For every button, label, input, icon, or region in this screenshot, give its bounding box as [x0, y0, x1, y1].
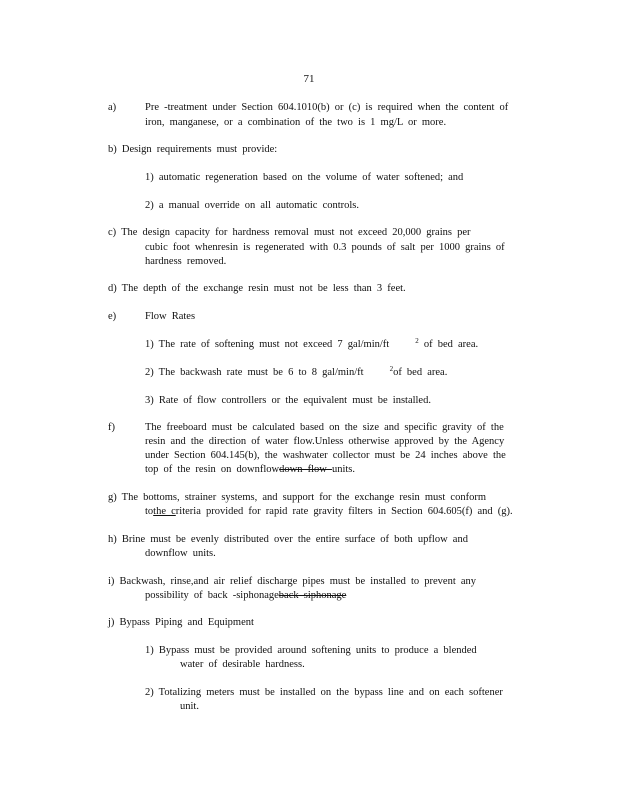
item-e-1-unit: of bed area. [418, 339, 479, 350]
item-j-2-line-1: 2) Totalizing meters must be installed on the bypass line and on each softener [145, 687, 503, 698]
item-f-marker: f) [108, 422, 115, 433]
item-e-1-superscript: 2 [415, 337, 419, 345]
item-g-line-2-end: riteria provided for rapid rate gravity filters in Section 604.605(f) and (g). [175, 506, 513, 517]
item-e-marker: e) [108, 311, 117, 322]
item-f-line-3: under Section 604.145(b), the washwater collector must be 24 inches above the [145, 450, 506, 461]
item-g-underlined-text: the c [153, 506, 176, 517]
item-b-2: 2) a manual override on all automatic controls. [145, 200, 360, 211]
item-g-line-2-start: to [145, 506, 154, 517]
item-i-line-1: i) Backwash, rinse,and air relief discharge pipes must be installed to prevent any [108, 576, 477, 587]
page-number: 71 [303, 73, 315, 85]
item-a-line-1: Pre -treatment under Section 604.1010(b) or (c) is required when the content of [145, 102, 509, 113]
item-b-heading: b) Design requirements must provide: [108, 144, 278, 155]
item-g-line-2 [145, 505, 513, 519]
item-e-heading: Flow Rates [145, 311, 196, 322]
item-h-line-1: h) Brine must be evenly distributed over the entire surface of both upflow and [108, 534, 468, 545]
item-j-1-line-1: 1) Bypass must be provided around softening units to produce a blended [145, 645, 477, 656]
item-f-line-2: resin and the direction of water flow.Unless otherwise approved by the Agency [145, 436, 505, 447]
item-b-1: 1) automatic regeneration based on the volume of water softened; and [145, 172, 464, 183]
item-f-line-4 [145, 463, 355, 477]
item-i-line-2-text: possibility of back -siphonage [145, 590, 279, 601]
item-e-3: 3) Rate of flow controllers or the equivalent must be installed. [145, 395, 431, 406]
item-h-line-2: downflow units. [145, 548, 216, 559]
item-g-line-1: g) The bottoms, strainer systems, and support for the exchange resin must conform [108, 492, 486, 503]
item-e-1-text: 1) The rate of softening must not exceed 7 gal/min/ft [145, 339, 390, 350]
item-f-strikethrough-text: down flow [279, 464, 332, 475]
item-c-line-3: hardness removed. [145, 256, 227, 267]
item-e-2-unit: of bed area. [393, 367, 448, 378]
item-c-line-1: c) The design capacity for hardness removal must not exceed 20,000 grains per [108, 227, 471, 238]
item-a-marker: a) [108, 102, 117, 113]
item-j-heading: j) Bypass Piping and Equipment [108, 617, 254, 628]
item-d-line-1: d) The depth of the exchange resin must not be less than 3 feet. [108, 283, 406, 294]
item-f-line-4-end: units. [331, 464, 355, 475]
item-f-line-4-text: top of the resin on downflow [145, 464, 280, 475]
item-f-line-1: The freeboard must be calculated based on the size and specific gravity of the [145, 422, 504, 433]
item-a-line-2: iron, manganese, or a combination of the two is 1 mg/L or more. [145, 117, 447, 128]
item-e-2-superscript: 2 [389, 365, 394, 373]
item-i-strikethrough-text: back siphonage [278, 590, 347, 601]
item-e-1 [145, 338, 478, 352]
item-c-line-2: cubic foot whenresin is regenerated with 0.3 pounds of salt per 1000 grains of [145, 242, 505, 253]
item-j-1-line-2: water of desirable hardness. [180, 659, 305, 670]
item-e-2 [145, 366, 447, 380]
item-e-2-text: 2) The backwash rate must be 6 to 8 gal/min/ft [145, 367, 364, 378]
item-j-2-line-2: unit. [180, 701, 199, 712]
item-i-line-2 [145, 589, 346, 603]
